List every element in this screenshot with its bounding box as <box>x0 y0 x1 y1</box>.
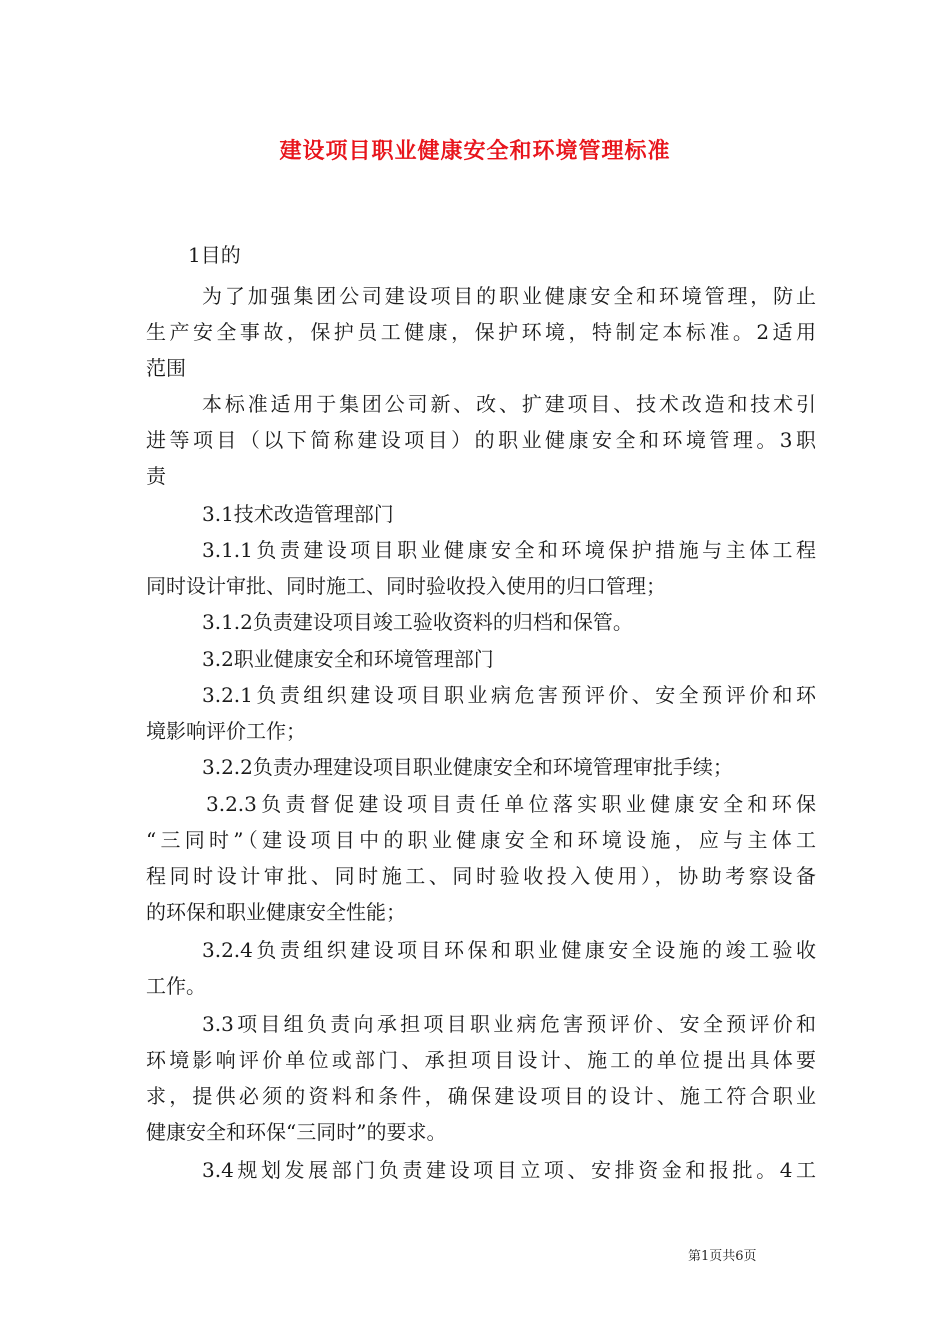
body-line: 同时设计审批、同时施工、同时验收投入使用的归口管理； <box>146 574 666 598</box>
document-title: 建设项目职业健康安全和环境管理标准 <box>279 138 671 164</box>
section-heading: 3.2职业健康安全和环境管理部门 <box>202 647 494 671</box>
body-line: 求，提供必须的资料和条件，确保建设项目的设计、施工符合职业 <box>146 1084 816 1108</box>
body-line: 境影响评价工作； <box>146 719 306 743</box>
section-heading: 3.1技术改造管理部门 <box>202 502 394 526</box>
body-line: 健康安全和环保“三同时”的要求。 <box>146 1120 447 1144</box>
body-line: 为了加强集团公司建设项目的职业健康安全和环境管理，防止 <box>202 284 816 308</box>
body-line: 3.2.2负责办理建设项目职业健康安全和环境管理审批手续； <box>202 755 733 779</box>
body-line: 程同时设计审批、同时施工、同时验收投入使用），协助考察设备 <box>146 864 816 888</box>
body-line: 3.1.1负责建设项目职业健康安全和环境保护措施与主体工程 <box>202 538 816 562</box>
page-number: 第1页共6页 <box>688 1249 757 1264</box>
body-line: 生产安全事故，保护员工健康，保护环境，特制定本标准。2适用 <box>146 320 816 344</box>
body-line: 3.3项目组负责向承担项目职业病危害预评价、安全预评价和 <box>202 1012 816 1036</box>
body-line: 进等项目（以下简称建设项目）的职业健康安全和环境管理。3职 <box>146 428 816 452</box>
body-line: 3.2.3负责督促建设项目责任单位落实职业健康安全和环保 <box>206 792 816 816</box>
body-line: 范围 <box>146 356 186 380</box>
body-line: 责 <box>146 464 166 488</box>
body-line: 3.4规划发展部门负责建设项目立项、安排资金和报批。4工 <box>202 1158 816 1182</box>
body-line: 3.1.2负责建设项目竣工验收资料的归档和保管。 <box>202 610 633 634</box>
body-line: 3.2.1负责组织建设项目职业病危害预评价、安全预评价和环 <box>202 683 816 707</box>
body-line: 3.2.4负责组织建设项目环保和职业健康安全设施的竣工验收 <box>202 938 816 962</box>
body-line: 环境影响评价单位或部门、承担项目设计、施工的单位提出具体要 <box>146 1048 816 1072</box>
body-line: “三同时”（建设项目中的职业健康安全和环境设施，应与主体工 <box>146 828 816 852</box>
body-line: 的环保和职业健康安全性能； <box>146 900 406 924</box>
heading-purpose: 1目的 <box>188 243 241 267</box>
body-line: 本标准适用于集团公司新、改、扩建项目、技术改造和技术引 <box>202 392 816 416</box>
body-line: 工作。 <box>146 974 206 998</box>
